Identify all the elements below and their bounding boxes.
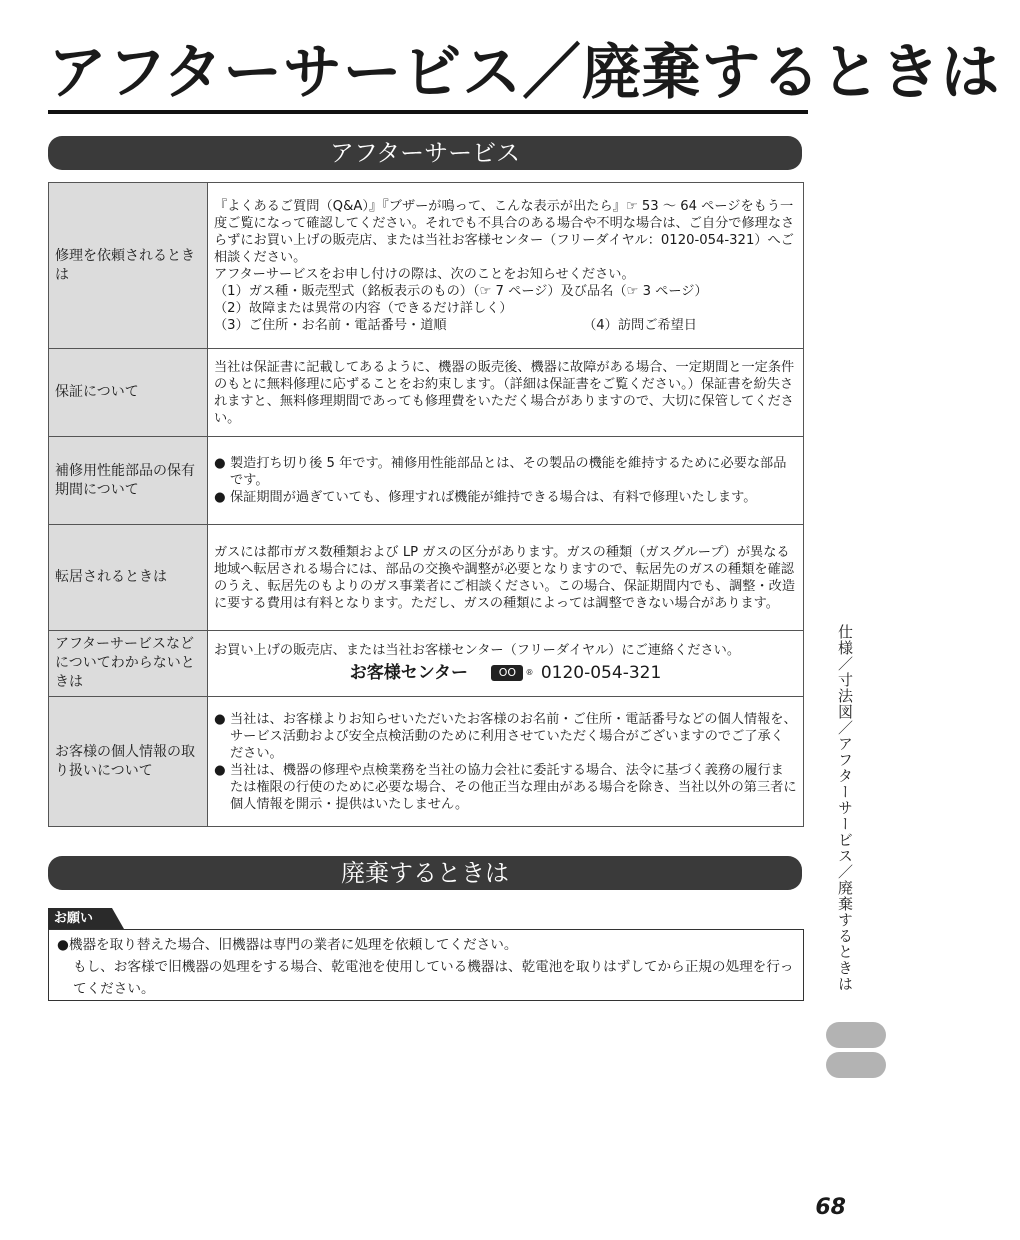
notice-line-1 <box>57 934 795 956</box>
list-item <box>214 711 797 762</box>
table-row-repair <box>49 183 804 349</box>
list-item <box>214 489 797 506</box>
notice-box <box>48 929 804 1001</box>
bullet-icon: ● <box>214 711 226 727</box>
freedial-icon: OO <box>491 665 523 681</box>
customer-center-name: お客様センター <box>349 663 469 683</box>
customer-center-phone: 0120-054-321 <box>540 663 662 683</box>
row-content-unknown <box>208 631 804 697</box>
page-title <box>48 38 1001 114</box>
row-label-parts: 補修用性能部品の保有期間について <box>49 437 208 525</box>
bullet-icon: ● <box>214 762 226 778</box>
page-title-text: アフターサービス／廃棄するときは <box>48 38 1001 108</box>
table-row-warranty <box>49 349 804 437</box>
section-header-disposal: 廃棄するときは <box>48 856 802 890</box>
table-row-unknown <box>49 631 804 697</box>
row-label-unknown: アフターサービスなどについてわからないときは <box>49 631 208 697</box>
notice-line-2: もし、お客様で旧機器の処理をする場合、乾電池を使用している機器は、乾電池を取りはずしてから正規の処理を行ってください。 <box>73 959 794 997</box>
parts-bullet-1: 製造打ち切り後 5 年です。補修用性能部品とは、その製品の機能を維持するために必要な部品です。 <box>230 456 787 488</box>
side-index-marker <box>826 1052 886 1078</box>
row-content-move: ガスには都市ガス数種類および LP ガスの区分があります。ガスの種類（ガスグループ）が異なる地域へ転居される場合には、部品の交換や調整が必要となりますので、転居先のガスの種類を確認のうえ、転居先のもよりのガス事業者にご相談ください。この場合、保証期間内でも、調整・改造に要する費用は有料となります。ただし、ガスの種類によっては調整できない場合があります。 <box>208 525 804 631</box>
repair-line-1: 『よくあるご質問（Q&A）』『ブザーが鳴って、こんな表示が出たら』☞ 53 ～ 64 ページをもう一度ご覧になって確認してください。それでも不具合のある場合や不明な場合は、ご自分で修理なさらずにお買い上げの販売店、または当社お客様センター（フリーダイヤル：0120-054-321）へご相談ください。 <box>214 198 795 265</box>
registered-mark-icon: ® <box>525 668 534 677</box>
parts-bullet-2: 保証期間が過ぎていても、修理すれば機能が維持できる場合は、有料で修理いたします。 <box>230 490 757 505</box>
customer-center-contact <box>214 661 797 685</box>
section-header-after-service: アフターサービス <box>48 136 802 170</box>
table-row-move <box>49 525 804 631</box>
repair-item-3: （3）ご住所・お名前・電話番号・道順 <box>214 317 447 333</box>
notice-tag: お願い <box>48 908 112 929</box>
bullet-icon: ● <box>57 937 69 953</box>
table-row-privacy <box>49 697 804 827</box>
repair-line-4: （2）故障または異常の内容（できるだけ詳しく） <box>214 300 513 316</box>
bullet-icon: ● <box>214 456 226 471</box>
privacy-bullet-1: 当社は、お客様よりお知らせいただいたお客様のお名前・ご住所・電話番号などの個人情報を、サービス活動および安全点検活動のために利用させていただく場合がございますのでご了承ください。 <box>230 711 797 761</box>
row-content-repair <box>208 183 804 349</box>
repair-line-3: （1）ガス種・販売型式（銘板表示のもの）（☞ 7 ページ）及び品名（☞ 3 ページ） <box>214 283 708 299</box>
row-content-parts <box>208 437 804 525</box>
row-content-privacy <box>208 697 804 827</box>
repair-item-4: （4）訪問ご希望日 <box>583 317 697 333</box>
list-item <box>214 762 797 813</box>
repair-line-2: アフターサービスをお申し付けの際は、次のことをお知らせください。 <box>214 266 635 282</box>
row-label-warranty: 保証について <box>49 349 208 437</box>
side-index-tab: 仕様／寸法図／アフターサービス／廃棄するときは <box>836 624 854 992</box>
privacy-bullet-2: 当社は、機器の修理や点検業務を当社の協力会社に委託する場合、法令に基づく義務の履行または権限の行使のために必要な場合、その他正当な理由がある場合を除き、当社以外の第三者に個人情報を開示・提供はいたしません。 <box>230 762 797 812</box>
row-content-warranty: 当社は保証書に記載してあるように、機器の販売後、機器に故障がある場合、一定期間と一定条件のもとに無料修理に応ずることをお約束します。（詳細は保証書をご覧ください。）保証書を紛失されますと、無料修理期間であっても修理費をいただく場合がありますので、大切に保管してください。 <box>208 349 804 437</box>
bullet-icon: ● <box>214 490 226 505</box>
side-index-marker <box>826 1022 886 1048</box>
repair-line-5 <box>214 317 797 334</box>
after-service-table <box>48 182 804 827</box>
row-label-move: 転居されるときは <box>49 525 208 631</box>
notice-line-1-text: 機器を取り替えた場合、旧機器は専門の業者に処理を依頼してください。 <box>68 937 518 953</box>
list-item <box>214 455 797 489</box>
unknown-text: お買い上げの販売店、または当社お客様センター（フリーダイヤル）にご連絡ください。 <box>214 643 741 658</box>
page-number: 68 <box>815 1195 846 1220</box>
row-label-repair: 修理を依頼されるときは <box>49 183 208 349</box>
table-row-parts <box>49 437 804 525</box>
row-label-privacy: お客様の個人情報の取り扱いについて <box>49 697 208 827</box>
